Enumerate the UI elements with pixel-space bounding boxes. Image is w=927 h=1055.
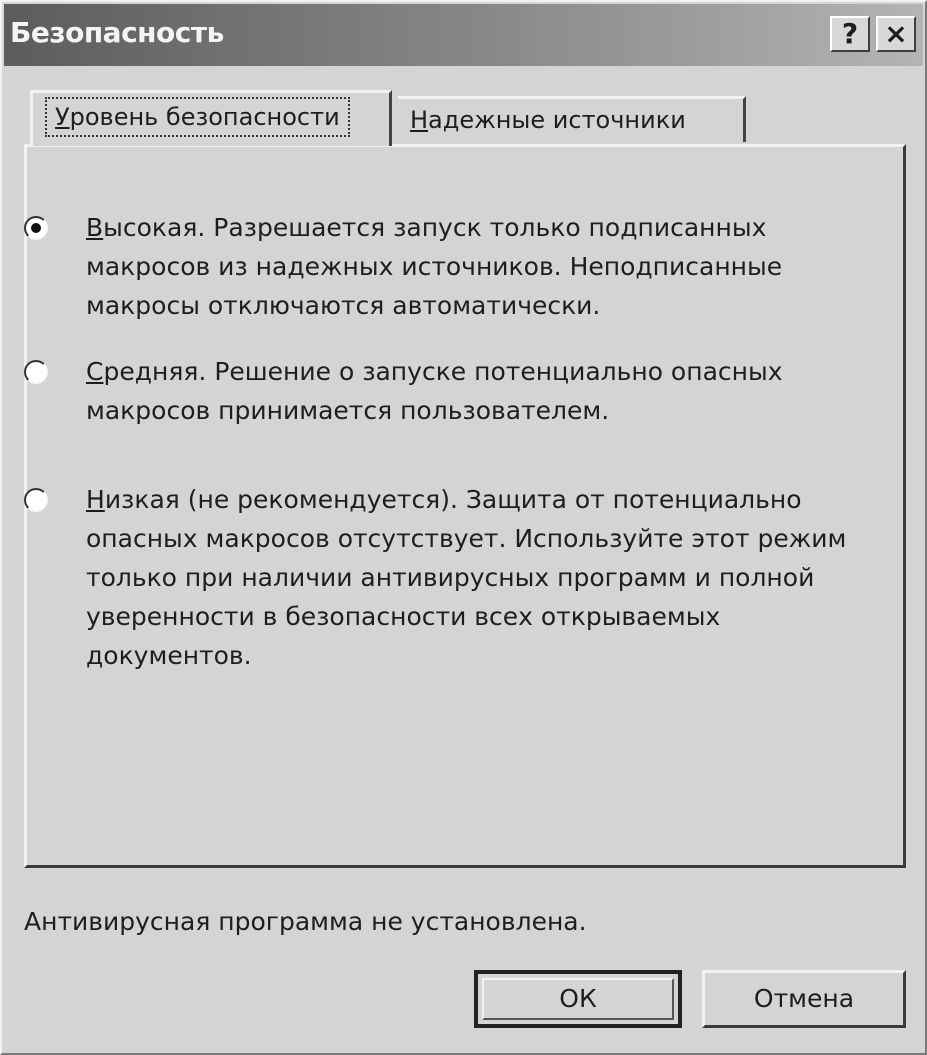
radio-medium[interactable] xyxy=(24,360,48,384)
ok-button[interactable] xyxy=(474,970,682,1028)
help-icon: ? xyxy=(841,17,859,50)
radio-low[interactable] xyxy=(24,488,48,512)
close-icon: × xyxy=(884,17,908,50)
antivirus-status: Антивирусная программа не установлена. xyxy=(24,907,587,936)
title-bar[interactable] xyxy=(4,4,923,66)
option-low-label: Низкая (не рекомендуется). Защита от потенциально опасных макросов отсутствует. Используйте этот режим только при наличии антивирусных программ и полной уверенности в безопасности всех открываемых документов. xyxy=(86,485,847,670)
cancel-button[interactable]: Отмена xyxy=(702,970,906,1028)
tab-security-level-label: Уровень безопасности xyxy=(45,97,350,137)
tab-trusted-sources-label: Надежные источники xyxy=(410,106,686,134)
option-high-label: Высокая. Разрешается запуск только подписанных макросов из надежных источников. Неподписанные макросы отключаются автоматически. xyxy=(86,213,783,320)
help-button[interactable] xyxy=(830,16,870,52)
ok-button-label: ОК xyxy=(482,978,674,1020)
option-medium-label: Средняя. Решение о запуске потенциально опасных макросов принимается пользователем. xyxy=(86,357,783,425)
tab-security-level[interactable] xyxy=(30,90,392,146)
tab-trusted-sources[interactable] xyxy=(398,96,746,142)
dialog-title: Безопасность xyxy=(10,16,224,49)
close-button[interactable] xyxy=(876,16,916,52)
radio-high[interactable] xyxy=(24,216,48,240)
